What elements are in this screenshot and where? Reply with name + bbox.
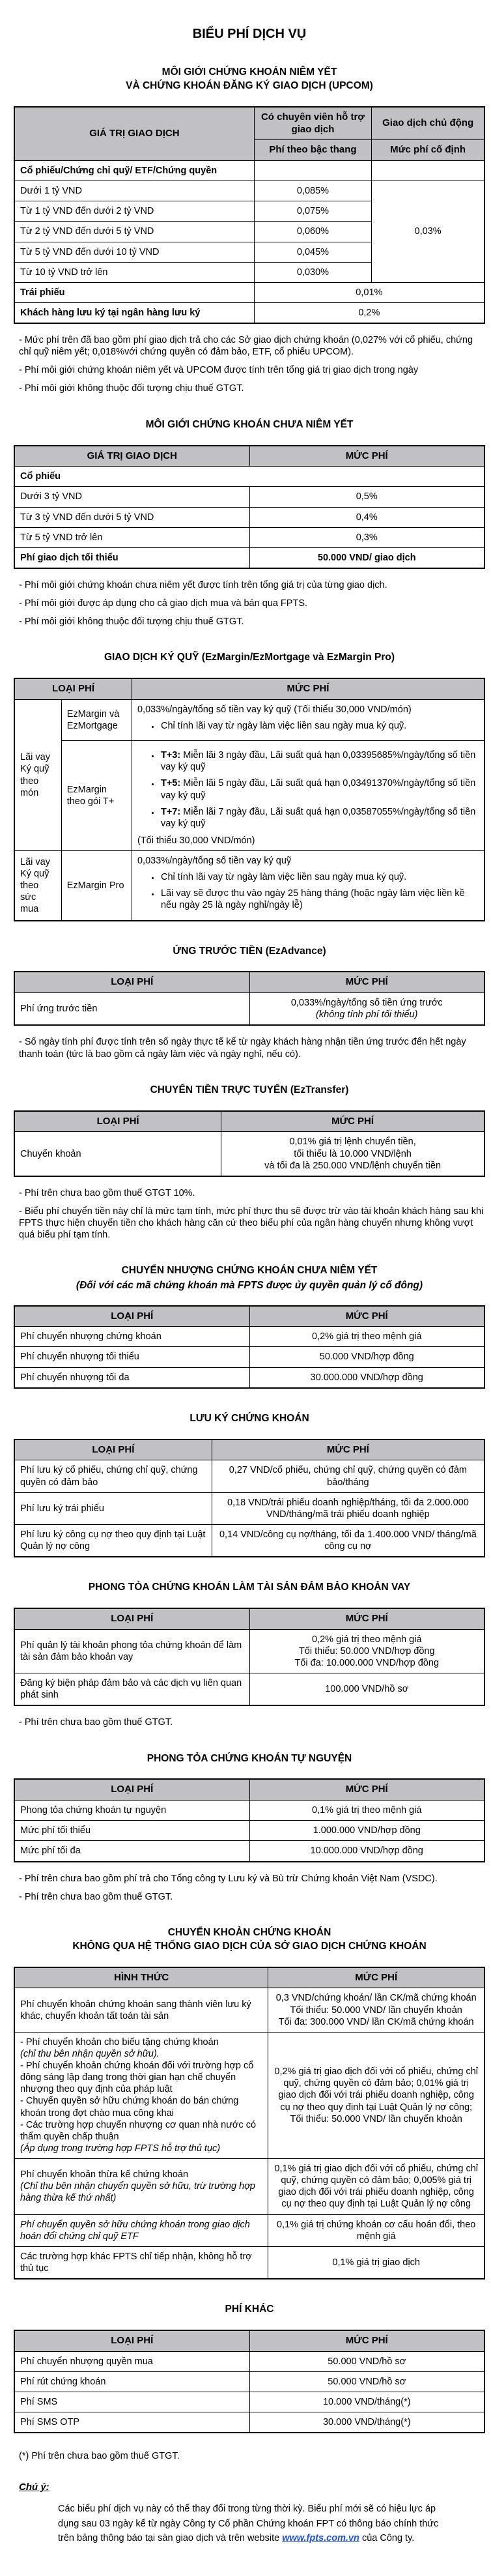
empty-cell xyxy=(254,161,372,181)
row-label-multi xyxy=(14,2032,268,2158)
fee-main-line: 0,033%/ngày/tổng số tiền vay ký quỹ xyxy=(137,856,292,867)
label-line-note: (Áp dụng trong trường hợp FPTS hỗ trợ thủ tục) xyxy=(20,2143,221,2154)
fee-value xyxy=(132,851,484,921)
fee-value: 0,2% giá trị giao dịch đối với cổ phiếu, chứng chỉ quỹ, chứng quyền có đảm bảo; 0,01% giá trị giao dịch đối với trái phiếu doanh nghiệp, công cụ nợ theo quy định tại Luật Quản lý nợ công; Tối thiểu: 50.000 VND/ lần chuyển khoản xyxy=(268,2032,484,2158)
column-header-fee: MỨC PHÍ xyxy=(132,678,484,699)
row-label: Phí chuyển khoản chứng khoán sang thành viên lưu ký khác, chuyển khoản tất toán tài sản xyxy=(14,1988,268,2032)
column-header-fee-type: LOẠI PHÍ xyxy=(14,1608,249,1629)
row-label: Khách hàng lưu ký tại ngân hàng lưu ký xyxy=(14,302,254,323)
fee-value: 0,3% xyxy=(249,527,484,547)
note-text: - Số ngày tính phí được tính trên số ngày thực tế kể từ ngày khách hàng nhận tiền ứng trước đến hết ngày thanh toán (tức là bao gồm cả ngày làm việc và ngày nghỉ, nếu có). xyxy=(19,1037,466,1060)
table-row-ezmargin-ezmortgage xyxy=(14,699,484,740)
table-row xyxy=(14,507,484,527)
row-label: Phí chuyển nhượng tối đa xyxy=(14,1367,249,1388)
fee-line: 0,3 VND/chứng khoán/ lần CK/mã chứng khoán xyxy=(275,1993,477,2004)
table-header-row xyxy=(14,1440,484,1460)
section-title-unlisted-brokerage: MÔI GIỚI CHỨNG KHOÁN CHƯA NIÊM YẾT xyxy=(145,418,354,430)
column-header-fee-type: LOẠI PHÍ xyxy=(14,1111,221,1132)
note-text: - Phí môi giới không thuộc đối tượng chịu thuế GTGT. xyxy=(19,383,244,394)
fee-value: 0,1% giá trị theo mệnh giá xyxy=(249,1801,484,1821)
section-title-line1: MÔI GIỚI CHỨNG KHOÁN NIÊM YẾT xyxy=(161,66,337,78)
row-group-label: Lãi vay Ký quỹ theo món xyxy=(14,699,61,850)
table-row xyxy=(14,487,484,507)
column-header-fee-type: LOẠI PHÍ xyxy=(14,972,249,992)
row-label: Phí giao dịch tối thiểu xyxy=(14,547,249,568)
row-label: Trái phiếu xyxy=(14,282,254,302)
fee-value: 0,045% xyxy=(254,242,372,262)
fee-line-note: (không tính phí tối thiểu) xyxy=(316,1009,418,1020)
row-group-label: Lãi vay Ký quỹ theo sức mua xyxy=(14,851,61,921)
row-label: Chuyển khoản xyxy=(14,1132,221,1176)
label-line: - Các trường hợp chuyển nhượng cơ quan nhà nước có thẩm quyền chấp thuận xyxy=(20,2119,257,2142)
table-row xyxy=(14,527,484,547)
cash-advance-fee-table xyxy=(14,971,485,1026)
fee-line: và tối đa là 250.000 VND/lệnh chuyển tiền xyxy=(264,1160,442,1171)
section-title-cash-advance: ỨNG TRƯỚC TIỀN (EzAdvance) xyxy=(173,945,326,957)
column-header-fee-type: LOẠI PHÍ xyxy=(14,1440,212,1460)
table-row xyxy=(14,2392,484,2412)
fee-bullet xyxy=(160,777,479,801)
column-header-fee: MỨC PHÍ xyxy=(249,446,484,467)
section-title-voluntary-blockade: PHONG TỎA CHỨNG KHOÁN TỰ NGUYỆN xyxy=(147,1752,352,1764)
section-title-other-fees: PHÍ KHÁC xyxy=(225,2304,274,2315)
fee-bullet-list xyxy=(137,871,479,911)
section-title-securities-depository: LƯU KÝ CHỨNG KHOÁN xyxy=(189,1412,309,1424)
note-text: - Phí trên chưa bao gồm phí trả cho Tổng công ty Lưu ký và Bù trừ Chứng khoán Việt Nam (VSDC). xyxy=(19,1873,438,1884)
row-label: Dưới 3 tỷ VND xyxy=(14,487,249,507)
section-notes xyxy=(19,1873,485,1903)
table-group-row xyxy=(14,161,484,181)
fee-value: 0,14 VND/công cụ nợ/tháng, tối đa 1.400.000 VND/ tháng/mã công cụ nợ xyxy=(212,1524,484,1557)
tplus-prefix: T+7: xyxy=(160,806,181,817)
table-header-row xyxy=(14,446,484,467)
column-header-fee: MỨC PHÍ xyxy=(249,972,484,992)
row-label: Từ 10 tỷ VND trở lên xyxy=(14,262,254,282)
section-title-listed-brokerage xyxy=(14,66,485,93)
table-header-row xyxy=(14,2330,484,2351)
row-label: Phí ứng trước tiền xyxy=(14,993,249,1026)
unlisted-transfer-fee-table xyxy=(14,1305,485,1389)
row-label: Mức phí tối đa xyxy=(14,1841,249,1862)
section-title-margin-trading: GIAO DỊCH KÝ QUỸ (EzMargin/EzMortgage và EzMargin Pro) xyxy=(104,652,395,663)
voluntary-blockade-fee-table xyxy=(14,1778,485,1862)
table-row xyxy=(14,1673,484,1706)
note-text: - Phí môi giới được áp dụng cho cả giao dịch mua và bán qua FPTS. xyxy=(19,598,308,609)
row-label: Từ 1 tỷ VND đến dưới 2 tỷ VND xyxy=(14,201,254,222)
fee-value: 0,2% xyxy=(254,302,484,323)
fee-value: 30.000.000 VND/hợp đồng xyxy=(249,1367,484,1388)
table-row xyxy=(14,1821,484,1841)
note-text: - Phí môi giới không thuộc đối tượng chịu thuế GTGT. xyxy=(19,616,244,628)
column-header-fee: MỨC PHÍ xyxy=(268,1967,484,1988)
fee-value: 0,2% giá trị theo mệnh giá xyxy=(249,1327,484,1347)
label-line: Phí chuyển khoản thừa kế chứng khoán xyxy=(20,2169,189,2180)
fee-line: 0,2% giá trị theo mệnh giá xyxy=(312,1634,422,1645)
attention-paragraph xyxy=(58,2502,446,2545)
tplus-prefix: T+3: xyxy=(160,750,181,761)
row-label-multi xyxy=(14,2159,268,2215)
row-label: Phí SMS xyxy=(14,2392,249,2412)
fee-value: 0,01% xyxy=(254,282,484,302)
table-header-row xyxy=(14,1111,484,1132)
table-row xyxy=(14,2159,484,2215)
fee-main-line: 0,033%/ngày/tổng số tiền vay ký quỹ (Tối thiểu 30,000 VND/món) xyxy=(137,704,412,715)
section-title-line2: VÀ CHỨNG KHOÁN ĐĂNG KÝ GIAO DỊCH (UPCOM) xyxy=(126,80,373,91)
table-row xyxy=(14,1460,484,1492)
fee-line: Tối thiểu: 50.000 VND/hợp đồng xyxy=(298,1645,435,1657)
fee-bullet xyxy=(160,806,479,830)
fee-value xyxy=(132,699,484,740)
label-line: - Phí chuyển khoản cho biếu tặng chứng khoán xyxy=(20,2036,219,2048)
online-transfer-fee-table xyxy=(14,1110,485,1177)
row-label: Phí SMS OTP xyxy=(14,2412,249,2433)
section-notes xyxy=(19,579,485,628)
row-label: Dưới 1 tỷ VND xyxy=(14,181,254,201)
attention-text-after: của Công ty. xyxy=(359,2533,415,2544)
group-label: Cổ phiếu/Chứng chỉ quỹ/ ETF/Chứng quyền xyxy=(14,161,254,181)
column-header-fee: MỨC PHÍ xyxy=(249,1608,484,1629)
column-header-fee-type: LOẠI PHÍ xyxy=(14,1779,249,1800)
row-label: Phí lưu ký trái phiếu xyxy=(14,1492,212,1524)
column-header-fee-type: LOẠI PHÍ xyxy=(14,678,132,699)
page-title: BIỂU PHÍ DỊCH VỤ xyxy=(192,27,307,41)
attention-text-before: Các biểu phí dịch vụ này có thể thay đổi trong từng thời kỳ. Biểu phí mới sẽ có hiệu lực áp dụng sau 03 ngày kể từ ngày Công ty Cổ phần Chứng khoán FPT có thông báo chính thức trên bảng thông báo tại sàn giao dịch và trên website xyxy=(58,2504,439,2544)
table-row xyxy=(14,1367,484,1388)
table-header-row xyxy=(14,1608,484,1629)
column-header-form: HÌNH THỨC xyxy=(14,1967,268,1988)
fee-bullet-list xyxy=(137,720,479,732)
fee-bullet xyxy=(160,749,479,773)
fee-bullet-list xyxy=(137,749,479,830)
fee-value: 0,1% giá trị giao dịch đối với cổ phiếu, chứng chỉ quỹ, chứng quyền có đảm bảo; 0,005% giá trị giao dịch đối với trái phiếu doanh nghiệp, công cụ nợ theo quy định tại Luật Quản lý nợ công xyxy=(268,2159,484,2215)
attention-heading: Chú ý: xyxy=(19,2482,49,2493)
table-row xyxy=(14,2412,484,2433)
table-row xyxy=(14,1327,484,1347)
fee-line: Tối đa: 300.000 VND/ lần CK/mã chứng khoán xyxy=(278,2016,474,2027)
empty-cell xyxy=(372,161,484,181)
row-label: Phí lưu ký công cụ nợ theo quy định tại Luật Quản lý nợ công xyxy=(14,1524,212,1557)
column-header-fee-type: LOẠI PHÍ xyxy=(14,1306,249,1327)
table-row xyxy=(14,1524,484,1557)
column-subheader-tiered-fee: Phí theo bậc thang xyxy=(254,140,372,161)
fee-value: 50.000 VND/ giao dịch xyxy=(249,547,484,568)
fee-line: Tối thiểu: 50.000 VND/ lần chuyển khoản xyxy=(290,2004,462,2016)
row-label: Phí rút chứng khoán xyxy=(14,2371,249,2392)
fee-value: 0,1% giá trị chứng khoán cơ cấu hoán đổi, theo mệnh giá xyxy=(268,2214,484,2246)
row-label: Phong tỏa chứng khoán tự nguyện xyxy=(14,1801,249,1821)
section-title-online-transfer: CHUYỂN TIỀN TRỰC TUYẾN (EzTransfer) xyxy=(150,1084,349,1095)
fee-value: 0,085% xyxy=(254,181,372,201)
fee-value xyxy=(268,1988,484,2032)
note-text: - Biểu phí chuyển tiền này chỉ là mức tạm tính, mức phí thực thu sẽ được trừ vào tài khoản khách hàng sau khi FPTS thực hiện chuyển tiền cho khách hàng căn cứ theo biểu phí của ngân hàng chuyển nhưng không vượt quá biểu phí tạm tính. xyxy=(19,1206,484,1241)
vat-asterisk-note: (*) Phí trên chưa bao gồm thuế GTGT. xyxy=(19,2451,180,2462)
row-label: Từ 3 tỷ VND đến dưới 5 tỷ VND xyxy=(14,507,249,527)
label-line-note: (chỉ thu bên nhận quyền sở hữu). xyxy=(20,2048,160,2059)
column-header-fee-type: LOẠI PHÍ xyxy=(14,2330,249,2351)
fixed-fee-value: 0,03% xyxy=(372,181,484,283)
table-row xyxy=(14,2371,484,2392)
section-title-line1: CHUYỂN KHOẢN CHỨNG KHOÁN xyxy=(167,1926,331,1938)
collateral-blockade-fee-table xyxy=(14,1608,485,1706)
table-row xyxy=(14,1988,484,2032)
fee-value xyxy=(221,1132,484,1176)
table-row xyxy=(14,1629,484,1673)
section-title-off-exchange-transfer xyxy=(14,1926,485,1954)
column-header-fee: MỨC PHÍ xyxy=(249,1779,484,1800)
table-header-row xyxy=(14,1779,484,1800)
listed-brokerage-fee-table xyxy=(14,106,485,324)
table-row xyxy=(14,2032,484,2158)
table-row xyxy=(14,1841,484,1862)
column-header-transaction-value: GIÁ TRỊ GIAO DỊCH xyxy=(14,446,249,467)
row-label: Phí chuyển nhượng tối thiểu xyxy=(14,1347,249,1367)
fee-line: 0,01% giá trị lệnh chuyển tiền, xyxy=(289,1136,416,1148)
label-line-note: (Chỉ thu bên nhận chuyển quyền sở hữu, trừ trường hợp hàng thừa kế thứ nhất) xyxy=(20,2181,255,2204)
section-notes xyxy=(19,1716,485,1728)
fee-line: 0,033%/ngày/tổng số tiền ứng trước xyxy=(290,998,443,1009)
table-row xyxy=(14,181,484,201)
row-label: Từ 2 tỷ VND đến dưới 5 tỷ VND xyxy=(14,222,254,242)
fee-line: tối thiểu là 10.000 VND/lệnh xyxy=(294,1148,412,1159)
table-row xyxy=(14,1347,484,1367)
table-row xyxy=(14,1492,484,1524)
fee-value: 50.000 VND/hồ sơ xyxy=(249,2371,484,2392)
fee-bullet: • Chỉ tính lãi vay từ ngày làm việc liền sau ngày mua ký quỹ. xyxy=(160,871,479,883)
securities-depository-fee-table xyxy=(14,1439,485,1558)
fee-value xyxy=(249,993,484,1026)
fee-bullet: • Chỉ tính lãi vay từ ngày làm việc liền sau ngày mua ký quỹ. xyxy=(160,720,479,732)
table-row xyxy=(14,1132,484,1176)
row-label: Phí quản lý tài khoản phong tỏa chứng khoán để làm tài sản đảm bảo khoản vay xyxy=(14,1629,249,1673)
tplus-text: Miễn lãi 7 ngày đầu, Lãi suất quá hạn 0,03587055%/ngày/tổng số tiền vay ký quỹ xyxy=(160,806,476,829)
fee-value: 0,030% xyxy=(254,262,372,282)
tplus-text: Miễn lãi 3 ngày đầu, Lãi suất quá hạn 0,03395685%/ngày/tổng số tiền vay ký quỹ xyxy=(160,750,476,773)
section-title-unlisted-transfer: CHUYỂN NHƯỢNG CHỨNG KHOÁN CHƯA NIÊM YẾT xyxy=(121,1265,378,1277)
note-text: - Phí trên chưa bao gồm thuế GTGT. xyxy=(19,1891,173,1902)
table-group-row xyxy=(14,467,484,487)
column-header-transaction-value: GIÁ TRỊ GIAO DỊCH xyxy=(14,107,254,161)
note-text: - Mức phí trên đã bao gồm phí giao dịch trả cho các Sở giao dịch chứng khoán (0,027% với cổ phiếu, chứng chỉ quỹ niêm yết; 0,018%với chứng quyền có đảm bảo, ETF, cổ phiếu UPCOM). xyxy=(19,335,473,358)
fee-value: 10.000 VND/tháng(*) xyxy=(249,2392,484,2412)
section-notes xyxy=(19,1187,485,1241)
table-header-row xyxy=(14,1967,484,1988)
table-row-ezmargin-tplus xyxy=(14,741,484,851)
label-line: - Phí chuyển khoản chứng khoán đối với trường hợp cổ đông sáng lập đang trong thời gian hạn chế chuyển nhượng theo quy định của pháp luật xyxy=(20,2061,254,2095)
note-text: - Phí trên chưa bao gồm thuế GTGT 10%. xyxy=(19,1187,195,1198)
fpts-website-link[interactable]: www.fpts.com.vn xyxy=(282,2533,359,2544)
row-label: Các trường hợp khác FPTS chỉ tiếp nhận, không hỗ trợ thủ tục xyxy=(14,2246,268,2279)
group-label: Cổ phiếu xyxy=(14,467,484,487)
table-row xyxy=(14,1801,484,1821)
fee-value: 100.000 VND/hồ sơ xyxy=(249,1673,484,1706)
fee-value: 10.000.000 VND/hợp đồng xyxy=(249,1841,484,1862)
fee-value: 50.000 VND/hồ sơ xyxy=(249,2351,484,2371)
fee-value: 0,27 VND/cổ phiếu, chứng chỉ quỹ, chứng quyền có đảm bảo/tháng xyxy=(212,1460,484,1492)
fee-value xyxy=(249,1629,484,1673)
fee-line: Tối đa: 10.000.000 VND/hợp đồng xyxy=(294,1658,440,1669)
section-title-line2: KHÔNG QUA HỆ THỐNG GIAO DỊCH CỦA SỞ GIAO DỊCH CHỨNG KHOÁN xyxy=(72,1940,427,1952)
fee-value: 30.000 VND/tháng(*) xyxy=(249,2412,484,2433)
row-label: EzMargin theo gói T+ xyxy=(61,741,132,851)
table-row xyxy=(14,2246,484,2279)
table-header-row xyxy=(14,972,484,992)
table-row xyxy=(14,993,484,1026)
note-text: - Phí môi giới chứng khoán chưa niêm yết được tính trên tổng giá trị của từng giao dịch. xyxy=(19,579,387,590)
row-label: Đăng ký biện pháp đảm bảo và các dịch vụ liên quan phát sinh xyxy=(14,1673,249,1706)
column-header-assisted: Có chuyên viên hỗ trợ giao dịch xyxy=(254,107,372,140)
note-text: - Phí môi giới chứng khoán niêm yết và UPCOM được tính trên tổng giá trị giao dịch trong ngày xyxy=(19,365,419,376)
row-label: Phí chuyển nhượng chứng khoán xyxy=(14,1327,249,1347)
table-row-ezmargin-pro xyxy=(14,851,484,921)
column-header-fee: MỨC PHÍ xyxy=(249,2330,484,2351)
section-subtitle-unlisted-transfer: (Đối với các mã chứng khoán mà FPTS được ủy quyền quản lý cổ đông) xyxy=(76,1280,423,1292)
margin-trading-fee-table xyxy=(14,678,485,921)
note-text: - Phí trên chưa bao gồm thuế GTGT. xyxy=(19,1717,173,1728)
label-line: - Chuyển quyền sở hữu chứng khoán do bán chứng khoán trong đợt chào mua công khai xyxy=(20,2096,239,2119)
column-header-active: Giao dịch chủ động xyxy=(372,107,484,140)
row-label: EzMargin Pro xyxy=(61,851,132,921)
row-label: Từ 5 tỷ VND đến dưới 10 tỷ VND xyxy=(14,242,254,262)
column-header-fee: MỨC PHÍ xyxy=(221,1111,484,1132)
column-subheader-fixed-fee: Mức phí cố định xyxy=(372,140,484,161)
other-fees-table xyxy=(14,2330,485,2433)
fee-value: 0,060% xyxy=(254,222,372,242)
row-label: Phí lưu ký cổ phiếu, chứng chỉ quỹ, chứng quyền có đảm bảo xyxy=(14,1460,212,1492)
fee-minimum-line: (Tối thiểu 30,000 VND/món) xyxy=(137,835,255,846)
table-header-row xyxy=(14,1306,484,1327)
table-row-minimum-fee xyxy=(14,547,484,568)
table-header-row xyxy=(14,107,484,140)
table-row-bank-custody xyxy=(14,302,484,323)
row-label: Mức phí tối thiểu xyxy=(14,1821,249,1841)
fee-value: 1.000.000 VND/hợp đồng xyxy=(249,1821,484,1841)
fee-value xyxy=(132,741,484,851)
section-title-collateral-blockade: PHONG TỎA CHỨNG KHOÁN LÀM TÀI SẢN ĐẢM BẢO KHOẢN VAY xyxy=(88,1582,411,1593)
column-header-fee: MỨC PHÍ xyxy=(249,1306,484,1327)
fee-bullet: • Lãi vay sẽ được thu vào ngày 25 hàng tháng (hoặc ngày làm việc liền kề nếu ngày 25 là ngày nghỉ/ngày lễ) xyxy=(160,888,479,911)
column-header-fee: MỨC PHÍ xyxy=(212,1440,484,1460)
section-notes xyxy=(19,334,485,395)
section-notes xyxy=(19,1036,485,1060)
fee-value: 0,1% giá trị giao dịch xyxy=(268,2246,484,2279)
unlisted-brokerage-fee-table xyxy=(14,445,485,569)
fee-value: 0,4% xyxy=(249,507,484,527)
tplus-text: Miễn lãi 5 ngày đầu, Lãi suất quá hạn 0,03491370%/ngày/tổng số tiền vay ký quỹ xyxy=(160,778,476,801)
table-row xyxy=(14,2351,484,2371)
tplus-prefix: T+5: xyxy=(160,778,181,789)
fee-value: 0,075% xyxy=(254,201,372,222)
row-label: Phí chuyển nhượng quyền mua xyxy=(14,2351,249,2371)
row-label: Phí chuyển quyền sở hữu chứng khoán trong giao dịch hoán đổi chứng chỉ quỹ ETF xyxy=(14,2214,268,2246)
row-label: EzMargin và EzMortgage xyxy=(61,699,132,740)
fee-value: 0,18 VND/trái phiếu doanh nghiệp/tháng, tối đa 2.000.000 VND/tháng/mã trái phiếu doanh nghiệp xyxy=(212,1492,484,1524)
fee-value: 0,5% xyxy=(249,487,484,507)
off-exchange-transfer-fee-table xyxy=(14,1967,485,2279)
table-row xyxy=(14,2214,484,2246)
fee-value: 50.000 VND/hợp đồng xyxy=(249,1347,484,1367)
table-row-bond xyxy=(14,282,484,302)
row-label: Từ 5 tỷ VND trở lên xyxy=(14,527,249,547)
table-header-row xyxy=(14,678,484,699)
